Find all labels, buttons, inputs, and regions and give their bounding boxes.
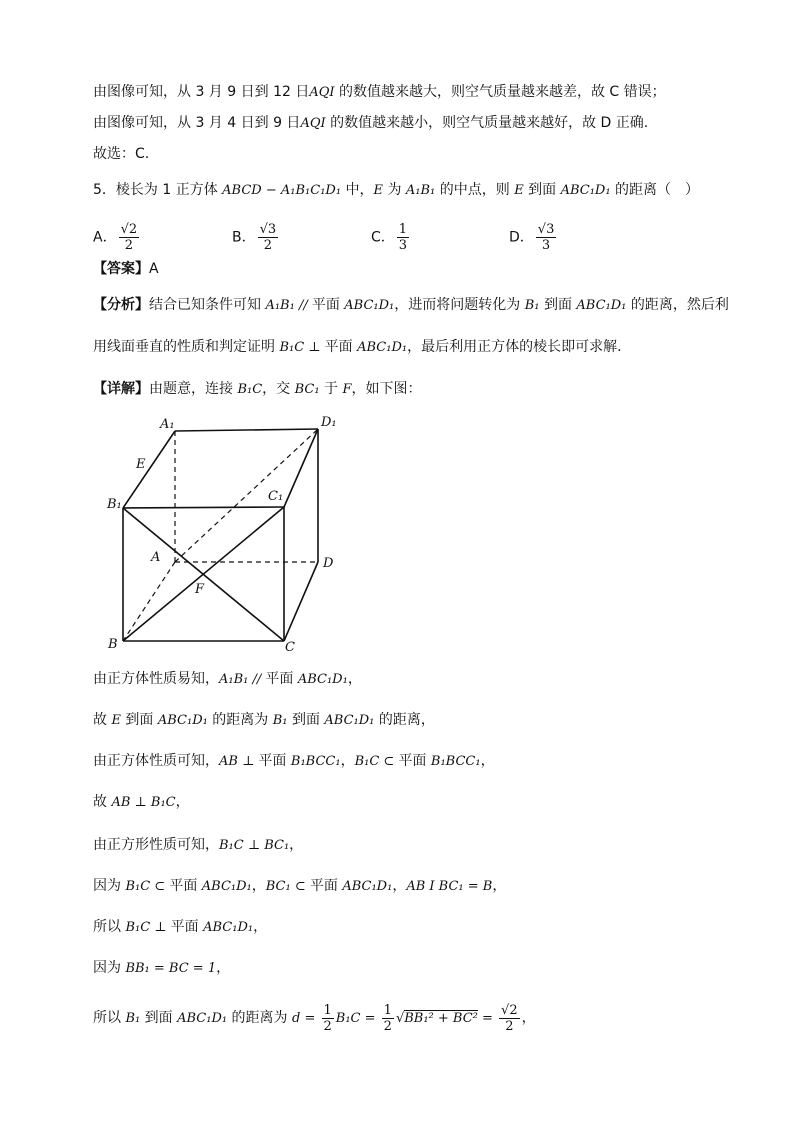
math-b1: B₁ (125, 1011, 141, 1026)
sqrt-sign: √ (395, 1011, 405, 1026)
label-a: A (151, 550, 161, 565)
text: 的距离为 (227, 1010, 293, 1026)
text: ， (521, 1010, 536, 1026)
text: 的距离（ ） (610, 182, 700, 198)
text: 到面 (120, 712, 158, 728)
text: 的距离， (374, 712, 435, 728)
label-c: C (285, 640, 295, 655)
option-label: B． (232, 229, 256, 246)
label-f: F (195, 582, 205, 597)
proof-line-7 (93, 917, 267, 938)
text: 为 (383, 182, 406, 198)
math: = (477, 1011, 498, 1026)
math: B₁C ⊂ (125, 879, 170, 894)
text: ， (347, 671, 362, 687)
fraction (499, 1003, 520, 1034)
text: ， (251, 878, 266, 894)
math: d = (292, 1011, 320, 1026)
denominator: 2 (323, 1018, 332, 1034)
edge-d-c (284, 562, 318, 641)
answer-value: A (149, 261, 159, 277)
math-f: F (342, 382, 352, 397)
math: B₁C ⊥ BC₁ (219, 838, 290, 853)
edge-a1-b1 (123, 431, 175, 508)
question-5 (93, 180, 699, 201)
text: 的中点，则 (435, 182, 515, 198)
denominator: 3 (398, 238, 408, 253)
text: ，交 (262, 381, 295, 397)
text: 由题意，连接 (149, 381, 238, 397)
math-plane: ABC₁D₁ (560, 183, 611, 198)
math: BB₁ = BC = 1 (125, 961, 217, 976)
text: 由正方形性质可知， (93, 837, 219, 853)
label-b1: B₁ (107, 497, 122, 512)
math: BC₁ (294, 382, 320, 397)
option-label: A． (93, 229, 117, 246)
denominator: 2 (263, 238, 273, 253)
option-a (93, 222, 141, 253)
answer-tag: 【答案】 (93, 261, 149, 277)
text: 到面 (287, 712, 325, 728)
math: A₁B₁ // (265, 298, 312, 313)
proof-line-2 (93, 710, 435, 731)
option-b (232, 222, 280, 253)
text: ，进而将问题转化为 (394, 297, 525, 313)
math-plane: ABC₁D₁ (203, 920, 254, 935)
text: ， (175, 794, 190, 810)
math-plane: ABC₁D₁ (297, 672, 348, 687)
text: 故 (93, 794, 112, 810)
math: ABC₁D₁ (342, 879, 393, 894)
math: B₁C ⊂ (354, 754, 399, 769)
label-d1: D₁ (321, 415, 337, 430)
text: 5．棱长为 1 正方体 (93, 182, 223, 198)
math-aqi: AQI (309, 85, 335, 100)
fraction (322, 1003, 334, 1034)
option-d (509, 222, 558, 253)
numerator: √2 (501, 1002, 518, 1018)
text: 结合已知条件可知 (149, 297, 266, 313)
math-b1: B₁ (524, 298, 540, 313)
text: 于 (319, 381, 343, 397)
numerator: √2 (120, 222, 138, 237)
text: 平面 (169, 878, 202, 894)
math: AB ⊥ B₁C (111, 795, 176, 810)
text: ， (253, 919, 268, 935)
text: 由正方体性质易知， (93, 671, 219, 687)
text: 所以 (93, 919, 126, 935)
diagonal-b-c1 (123, 507, 284, 641)
math-plane: ABC₁D₁ (357, 340, 408, 355)
math: ABC₁D₁ (201, 879, 252, 894)
edge-d1-c1 (284, 429, 318, 507)
math: BC₁ ⊂ (265, 879, 310, 894)
denominator: 2 (124, 238, 133, 253)
text: ， (492, 878, 507, 894)
numerator: √3 (537, 222, 555, 237)
option-c (371, 222, 411, 253)
numerator: √3 (259, 222, 277, 237)
math-a1b1: A₁B₁ (405, 183, 436, 198)
text: 故 (93, 712, 112, 728)
hidden-diagonal-a-d1 (175, 429, 318, 562)
label-b: B (108, 637, 118, 652)
math: B₁BCC₁ (290, 754, 341, 769)
text: ， (289, 837, 304, 853)
proof-line-8 (93, 958, 230, 979)
proof-line-9 (93, 1000, 536, 1037)
option-label: C． (371, 229, 395, 246)
math: AB ⊥ (219, 754, 259, 769)
text: 平面 (398, 753, 431, 769)
text: ，如下图： (351, 381, 422, 397)
math-plane: ABC₁D₁ (344, 298, 395, 313)
detail-tag: 【详解】 (93, 381, 149, 397)
text: 平面 (309, 878, 343, 894)
edge-a1-d1 (175, 429, 318, 431)
analysis-line-2 (93, 337, 622, 358)
numerator: 1 (323, 1002, 332, 1018)
fraction (382, 1003, 394, 1034)
math: B₁C ⊥ (279, 340, 325, 355)
fraction (119, 222, 140, 253)
analysis-tag: 【分析】 (93, 297, 149, 313)
text: 平面 (311, 297, 345, 313)
text: ， (340, 753, 355, 769)
proof-line-3 (93, 751, 495, 772)
analysis-line-1 (93, 295, 729, 316)
fraction (397, 222, 409, 253)
text: 的距离，然后利 (626, 297, 729, 313)
math-plane: ABC₁D₁ (576, 298, 627, 313)
answer-line (93, 259, 159, 279)
text: 平面 (324, 339, 358, 355)
numerator: 1 (383, 1002, 392, 1018)
math-e: E (111, 713, 121, 728)
math-b1: B₁ (272, 713, 288, 728)
math-cube: ABCD − A₁B₁C₁D₁ (222, 183, 342, 198)
proof-line-1 (93, 669, 362, 690)
text-line-3 (93, 144, 149, 164)
denominator: 2 (505, 1018, 514, 1034)
math-e: E (514, 183, 524, 198)
math: A₁B₁ // (219, 672, 266, 687)
text: 由正方体性质可知， (93, 753, 219, 769)
text: 用线面垂直的性质和判定证明 (93, 339, 280, 355)
denominator: 2 (383, 1018, 392, 1034)
text: 到面 (539, 297, 577, 313)
text: 到面 (140, 1010, 178, 1026)
label-e: E (136, 457, 146, 472)
fraction (258, 222, 279, 253)
text-line-1 (93, 82, 666, 103)
text: 因为 (93, 878, 126, 894)
text: 因为 (93, 960, 126, 976)
math: B₁C = (335, 1011, 380, 1026)
numerator: 1 (398, 222, 408, 237)
math-plane: ABC₁D₁ (177, 1011, 228, 1026)
math-aqi: AQI (300, 116, 326, 131)
label-a1: A₁ (160, 417, 175, 432)
math-plane: ABC₁D₁ (324, 713, 375, 728)
text: ，最后利用正方体的棱长即可求解. (407, 339, 622, 355)
proof-line-6 (93, 876, 506, 897)
denominator: 3 (541, 238, 551, 253)
math: B₁C (237, 382, 263, 397)
text: 的数值越来越大，则空气质量越来越差，故 C 错误； (334, 84, 666, 100)
text: 的数值越来越小，则空气质量越来越好，故 D 正确. (325, 115, 649, 131)
text: 平面 (258, 753, 291, 769)
fraction (536, 222, 557, 253)
radicand: BB₁² + BC² (404, 1011, 478, 1026)
text: 故选：C. (93, 146, 150, 162)
label-c1: C₁ (268, 489, 284, 504)
text: ， (216, 960, 231, 976)
text: 到面 (523, 182, 561, 198)
text: ， (392, 878, 407, 894)
text: 的距离为 (207, 712, 273, 728)
text: 所以 (93, 1010, 126, 1026)
text: 平面 (170, 919, 204, 935)
edge-b1-c1 (123, 507, 284, 508)
math: B₁C ⊥ (125, 920, 171, 935)
math-e: E (373, 183, 383, 198)
hidden-edge-a-b (123, 562, 175, 641)
diagonal-b1-c (123, 508, 284, 641)
label-d: D (323, 556, 334, 571)
detail-line (93, 379, 422, 400)
text: 中， (341, 182, 374, 198)
text: 平面 (265, 671, 298, 687)
math: AB I BC₁ = B (406, 879, 493, 894)
proof-line-4 (93, 792, 190, 813)
text-line-2 (93, 113, 648, 134)
text: 由图像可知，从 3 月 9 日到 12 日 (93, 84, 310, 100)
option-label: D． (509, 229, 534, 246)
text: ， (480, 753, 495, 769)
proof-line-5 (93, 835, 303, 856)
math-plane: ABC₁D₁ (157, 713, 208, 728)
math: B₁BCC₁ (430, 754, 481, 769)
text: 由图像可知，从 3 月 4 日到 9 日 (93, 115, 301, 131)
